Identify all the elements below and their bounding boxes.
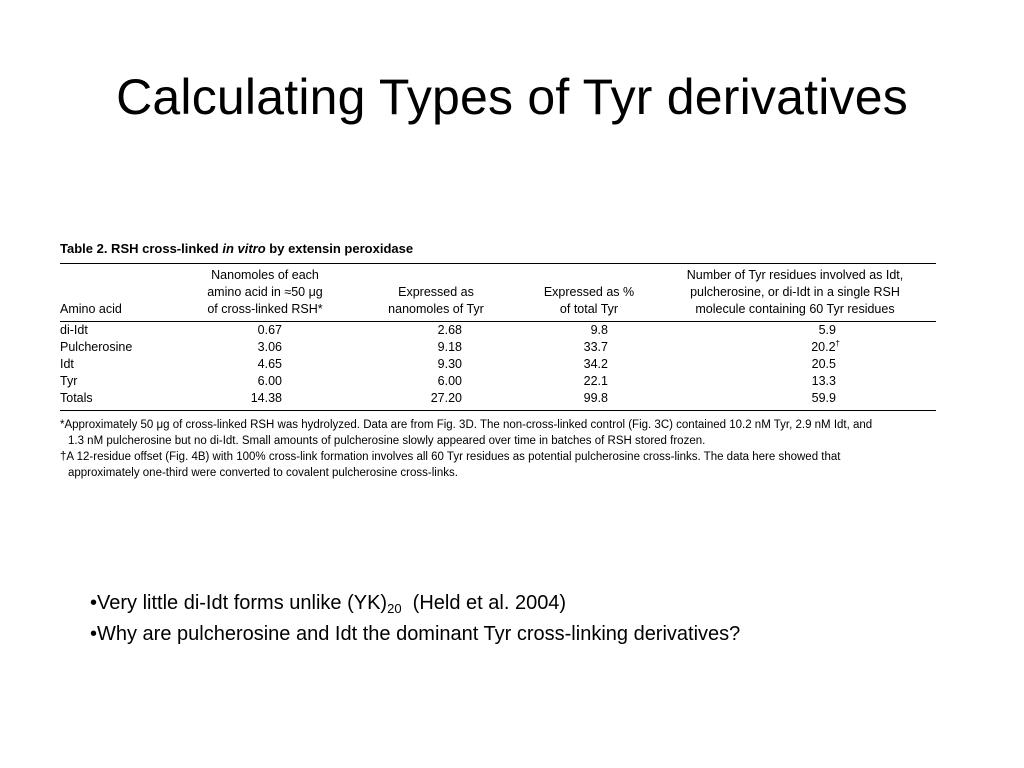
table-footnotes — [60, 417, 936, 481]
row-name: Pulcherosine — [60, 340, 133, 354]
cell-percent: 33.7 — [583, 340, 608, 354]
cell-nanomoles-tyr: 9.30 — [437, 357, 462, 371]
table-caption-italic: in vitro — [222, 241, 266, 256]
cell-percent: 99.8 — [583, 391, 608, 405]
row-name: Totals — [60, 391, 93, 405]
table-row — [60, 356, 936, 373]
bullet-list — [90, 588, 990, 650]
cell-nanomoles-tyr: 6.00 — [437, 374, 462, 388]
table-caption-suffix: by extensin peroxidase — [269, 241, 414, 256]
cell-nanomoles: 4.65 — [257, 357, 282, 371]
data-table-figure — [60, 240, 936, 481]
table-header-row — [60, 264, 936, 322]
cell-nanomoles: 6.00 — [257, 374, 282, 388]
row-name: di-Idt — [60, 323, 88, 337]
header-percent-tyr: Expressed as % of total Tyr — [543, 285, 635, 316]
cell-residues: 20.5 — [811, 357, 836, 371]
results-table — [60, 264, 936, 411]
table-caption — [60, 240, 936, 259]
cell-nanomoles-tyr: 9.18 — [437, 340, 462, 354]
cell-percent: 9.8 — [590, 323, 608, 337]
cell-residues: 13.3 — [811, 374, 836, 388]
slide-title: Calculating Types of Tyr derivatives — [116, 69, 908, 125]
bullet-item: •Very little di-Idt forms unlike $(YK)_{20}$ (Held et al. 2004) — [90, 592, 567, 616]
cell-percent: 22.1 — [583, 374, 608, 388]
table-row — [60, 339, 936, 356]
cell-nanomoles: 3.06 — [257, 340, 282, 354]
cell-percent: 34.2 — [583, 357, 608, 371]
table-caption-prefix: Table 2. RSH cross-linked — [60, 241, 219, 256]
cell-nanomoles-tyr: 2.68 — [437, 323, 462, 337]
cell-residues: 5.9 — [818, 323, 836, 337]
row-name: Idt — [60, 357, 74, 371]
cell-residues: 20.2† — [811, 339, 840, 354]
footnote-star-cont: 1.3 nM pulcherosine but no di-Idt. Small amounts of pulcherosine slowly appeared over time in batches of RSH stored frozen. — [68, 435, 706, 447]
bullet-item: •Why are pulcherosine and Idt the dominant Tyr cross-linking derivatives? — [90, 623, 741, 645]
header-residue-count: Number of Tyr residues involved as Idt, pulcherosine, or di-Idt in a single RSH molecule containing 60 Tyr residues — [686, 268, 904, 316]
footnote-dagger: †A 12-residue offset (Fig. 4B) with 100% cross-link formation involves all 60 Tyr residues as potential pulcherosine cross-links. The data here showed that — [60, 451, 841, 463]
table-row — [60, 322, 936, 340]
header-amino-acid: Amino acid — [60, 302, 122, 316]
cell-nanomoles: 0.67 — [257, 323, 282, 337]
footnote-star: *Approximately 50 μg of cross-linked RSH was hydrolyzed. Data are from Fig. 3D. The non-cross-linked control (Fig. 3C) contained 10.2 nM Tyr, 2.9 nM Idt, and — [60, 419, 873, 431]
table-row-totals — [60, 390, 936, 411]
footnote-dagger-cont: approximately one-third were converted to covalent pulcherosine cross-links. — [68, 467, 458, 479]
row-name: Tyr — [60, 374, 78, 388]
table-row — [60, 373, 936, 390]
cell-nanomoles: 14.38 — [250, 391, 282, 405]
cell-nanomoles-tyr: 27.20 — [430, 391, 462, 405]
cell-residues: 59.9 — [811, 391, 836, 405]
header-nanomoles: Nanomoles of each amino acid in ≈50 μg of cross-linked RSH* — [207, 268, 323, 316]
header-nanomoles-tyr: Expressed as nanomoles of Tyr — [388, 285, 484, 316]
